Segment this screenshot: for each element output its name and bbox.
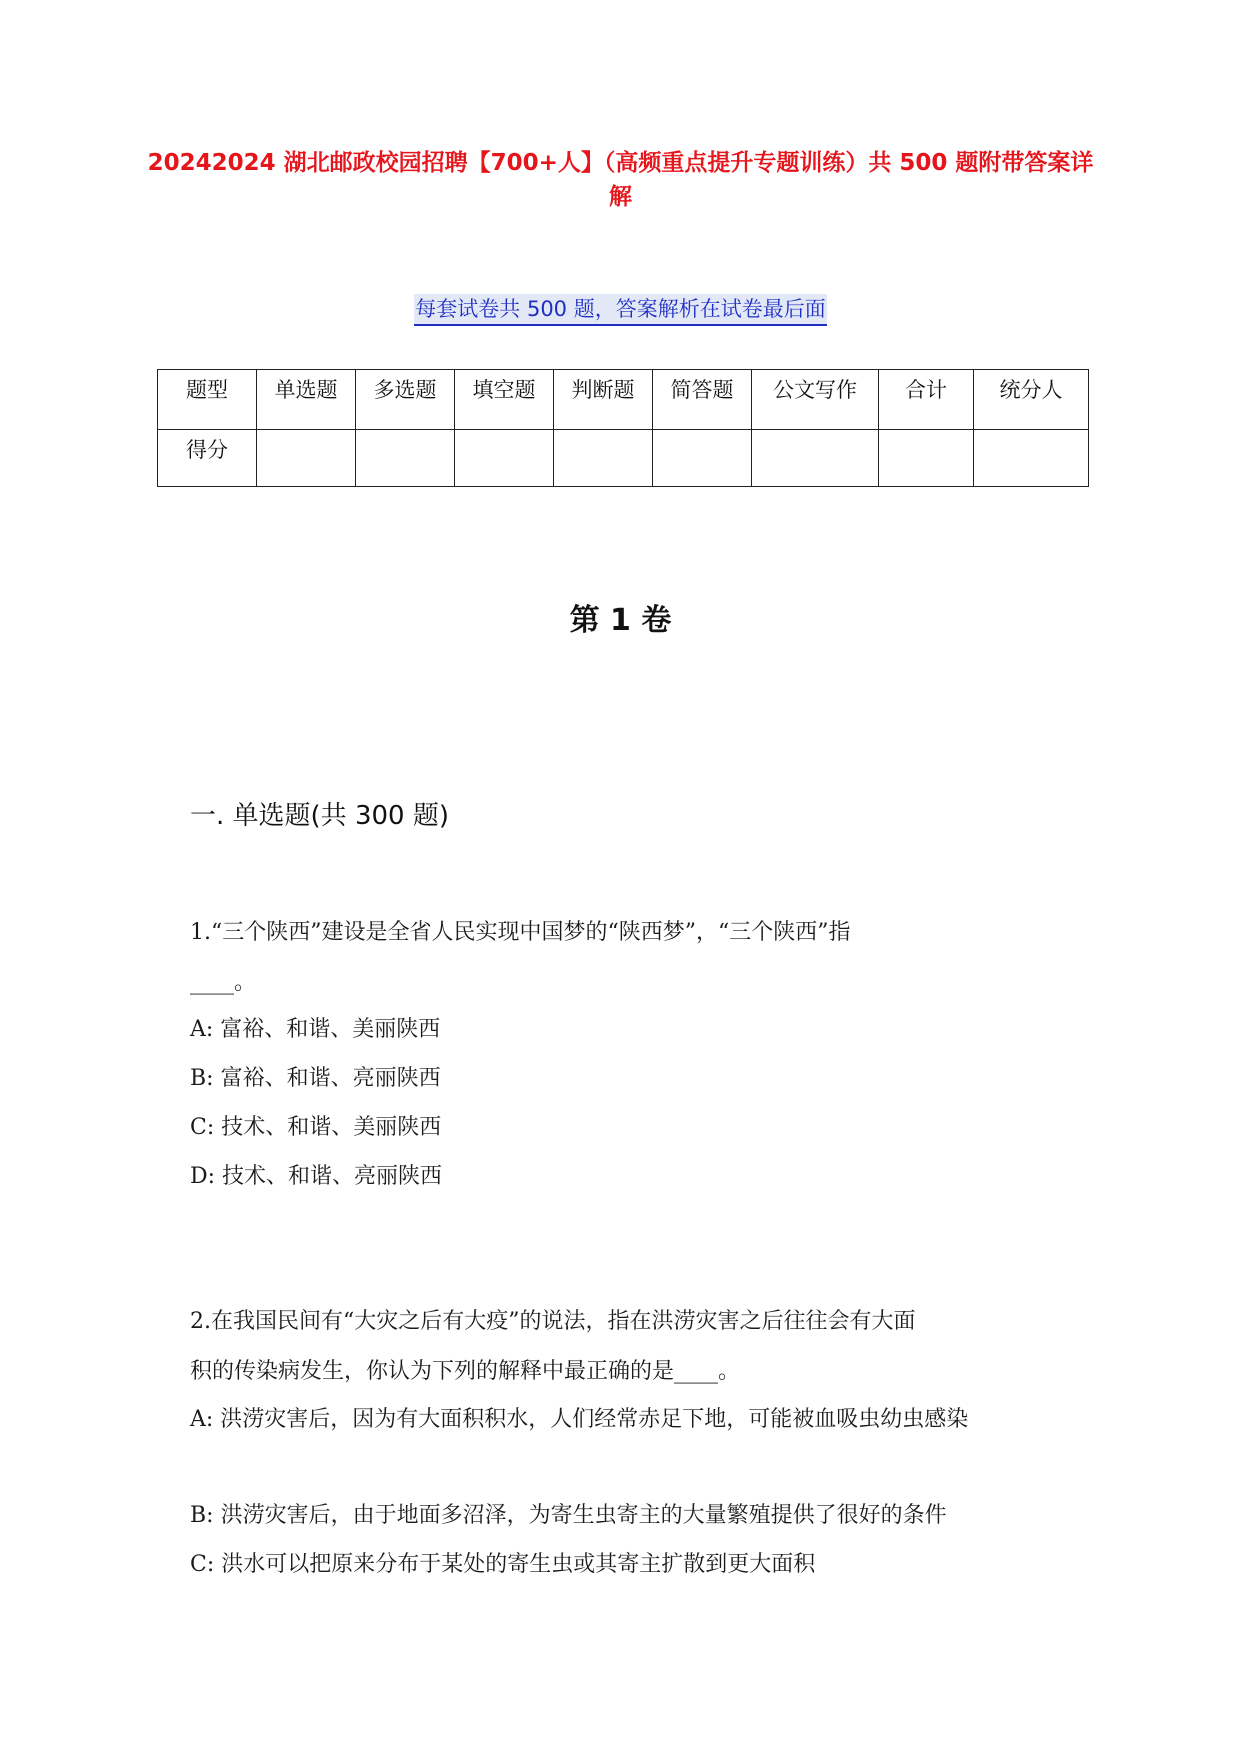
header-cell: 填空题 xyxy=(455,370,554,430)
score-table xyxy=(157,369,1089,487)
header-cell: 多选题 xyxy=(356,370,455,430)
header-cell: 简答题 xyxy=(653,370,752,430)
question-stem-line: 积的传染病发生，你认为下列的解释中最正确的是____。 xyxy=(190,1359,741,1384)
question-stem-line: 1.“三个陕西”建设是全省人民实现中国梦的“陕西梦”，“三个陕西”指 xyxy=(190,920,851,945)
score-cell[interactable] xyxy=(554,430,653,487)
subtitle-link[interactable]: 每套试卷共 500 题，答案解析在试卷最后面 xyxy=(414,294,826,326)
score-table-header-row xyxy=(158,370,1089,430)
option-a[interactable]: A: 洪涝灾害后，因为有大面积积水，人们经常赤足下地，可能被血吸虫幼虫感染 xyxy=(190,1407,969,1432)
option-d[interactable]: D: 技术、和谐、亮丽陕西 xyxy=(190,1164,443,1189)
header-cell: 统分人 xyxy=(974,370,1089,430)
header-cell: 判断题 xyxy=(554,370,653,430)
option-c[interactable]: C: 技术、和谐、美丽陕西 xyxy=(190,1115,442,1140)
option-c[interactable]: C: 洪水可以把原来分布于某处的寄生虫或其寄主扩散到更大面积 xyxy=(190,1552,816,1577)
header-cell: 合计 xyxy=(879,370,974,430)
score-cell[interactable] xyxy=(879,430,974,487)
score-row-label: 得分 xyxy=(158,430,257,487)
score-cell[interactable] xyxy=(257,430,356,487)
question-stem xyxy=(190,908,1070,1008)
header-cell: 公文写作 xyxy=(752,370,879,430)
score-table-score-row xyxy=(158,430,1089,487)
question-stem-line: 2.在我国民间有“大灾之后有大疫”的说法，指在洪涝灾害之后往往会有大面 xyxy=(190,1309,916,1334)
option-b[interactable]: B: 洪涝灾害后，由于地面多沼泽，为寄生虫寄主的大量繁殖提供了很好的条件 xyxy=(190,1503,947,1528)
subtitle-banner xyxy=(0,294,1241,326)
section-title: 一. 单选题(共 300 题) xyxy=(190,801,449,831)
score-cell[interactable] xyxy=(752,430,879,487)
header-cell: 题型 xyxy=(158,370,257,430)
question-stem-line: ____。 xyxy=(190,970,257,995)
question-stem xyxy=(190,1297,1070,1397)
score-cell[interactable] xyxy=(653,430,752,487)
document-title: 20242024 湖北邮政校园招聘【700+人】（高频重点提升专题训练）共 500 题附带答案详解 xyxy=(147,150,1094,210)
score-cell[interactable] xyxy=(455,430,554,487)
option-b[interactable]: B: 富裕、和谐、亮丽陕西 xyxy=(190,1066,441,1091)
score-cell[interactable] xyxy=(356,430,455,487)
score-cell[interactable] xyxy=(974,430,1089,487)
volume-title: 第 1 卷 xyxy=(569,603,672,638)
option-a[interactable]: A: 富裕、和谐、美丽陕西 xyxy=(190,1017,441,1042)
header-cell: 单选题 xyxy=(257,370,356,430)
